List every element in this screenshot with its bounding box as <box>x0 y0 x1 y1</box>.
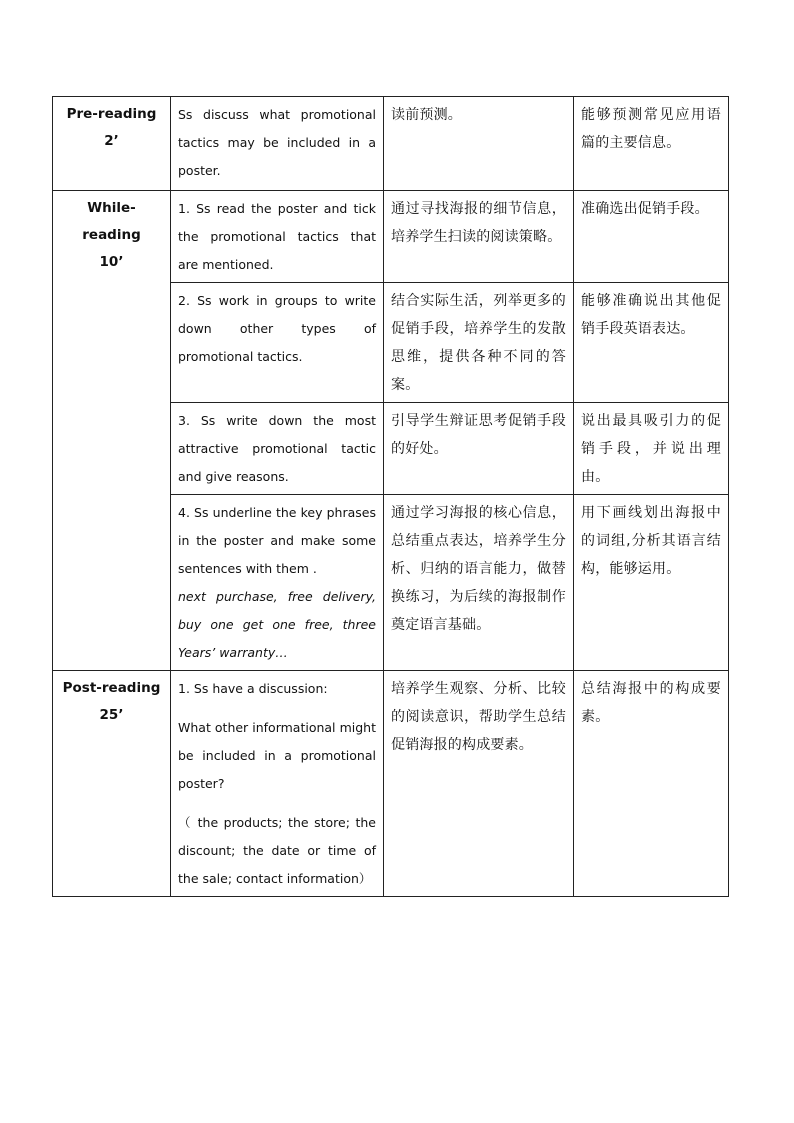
activity-answers: （ the products; the store; the discount; the date or time of the sale; contact information） <box>178 815 376 886</box>
outcome-text: 说出最具吸引力的促销手段，并说出理由。 <box>581 413 721 485</box>
stage-time: 25’ <box>99 707 124 723</box>
purpose-text: 通过寻找海报的细节信息，培养学生扫读的阅读策略。 <box>391 201 566 245</box>
stage-name: Post-reading <box>62 680 161 696</box>
stage-cell <box>53 671 171 897</box>
purpose-cell <box>384 403 574 495</box>
purpose-text: 通过学习海报的核心信息，总结重点表达，培养学生分析、归纳的语言能力，做替换练习，为后续的海报制作奠定语言基础。 <box>391 505 566 633</box>
outcome-cell <box>574 671 729 897</box>
purpose-cell <box>384 283 574 403</box>
activity-cell <box>171 97 384 191</box>
purpose-cell <box>384 191 574 283</box>
outcome-text: 准确选出促销手段。 <box>581 201 709 217</box>
purpose-text: 读前预测。 <box>391 107 462 123</box>
activity-text: 1. Ss have a discussion: <box>178 681 328 696</box>
outcome-cell <box>574 403 729 495</box>
outcome-cell <box>574 97 729 191</box>
table-row <box>53 671 729 897</box>
stage-cell <box>53 97 171 191</box>
activity-text: 2. Ss work in groups to write down other types of promotional tactics. <box>178 293 376 364</box>
stage-name: Pre-reading <box>66 106 157 122</box>
activity-cell <box>171 495 384 671</box>
activity-cell <box>171 191 384 283</box>
outcome-cell <box>574 191 729 283</box>
outcome-cell <box>574 283 729 403</box>
activity-cell <box>171 403 384 495</box>
outcome-text: 能够预测常见应用语篇的主要信息。 <box>581 107 721 151</box>
stage-time: 2’ <box>104 133 119 149</box>
activity-text: 1. Ss read the poster and tick the promotional tactics that are mentioned. <box>178 201 376 272</box>
activity-text: 3. Ss write down the most attractive promotional tactic and give reasons. <box>178 413 376 484</box>
purpose-text: 结合实际生活，列举更多的促销手段，培养学生的发散思维，提供各种不同的答案。 <box>391 293 566 393</box>
activity-text: 4. Ss underline the key phrases in the poster and make some sentences with them . <box>178 505 376 576</box>
activity-cell <box>171 671 384 897</box>
stage-name: While-reading <box>82 200 141 243</box>
table-row <box>53 191 729 283</box>
stage-cell <box>53 191 171 671</box>
activity-text: Ss discuss what promotional tactics may be included in a poster. <box>178 107 376 178</box>
purpose-cell <box>384 495 574 671</box>
lesson-plan-table <box>52 96 729 897</box>
activity-cell <box>171 283 384 403</box>
purpose-cell <box>384 97 574 191</box>
purpose-text: 引导学生辩证思考促销手段的好处。 <box>391 413 566 457</box>
stage-time: 10’ <box>99 254 124 270</box>
outcome-text: 能够准确说出其他促销手段英语表达。 <box>581 293 721 337</box>
outcome-cell <box>574 495 729 671</box>
outcome-text: 用下画线划出海报中的词组,分析其语言结构，能够运用。 <box>581 505 721 577</box>
example-phrases: next purchase, free delivery, buy one get one free, three Years’ warranty… <box>178 589 376 660</box>
table-row <box>53 97 729 191</box>
activity-question: What other informational might be included in a promotional poster? <box>178 720 376 791</box>
purpose-cell <box>384 671 574 897</box>
purpose-text: 培养学生观察、分析、比较的阅读意识，帮助学生总结促销海报的构成要素。 <box>391 681 566 753</box>
outcome-text: 总结海报中的构成要素。 <box>581 681 721 725</box>
